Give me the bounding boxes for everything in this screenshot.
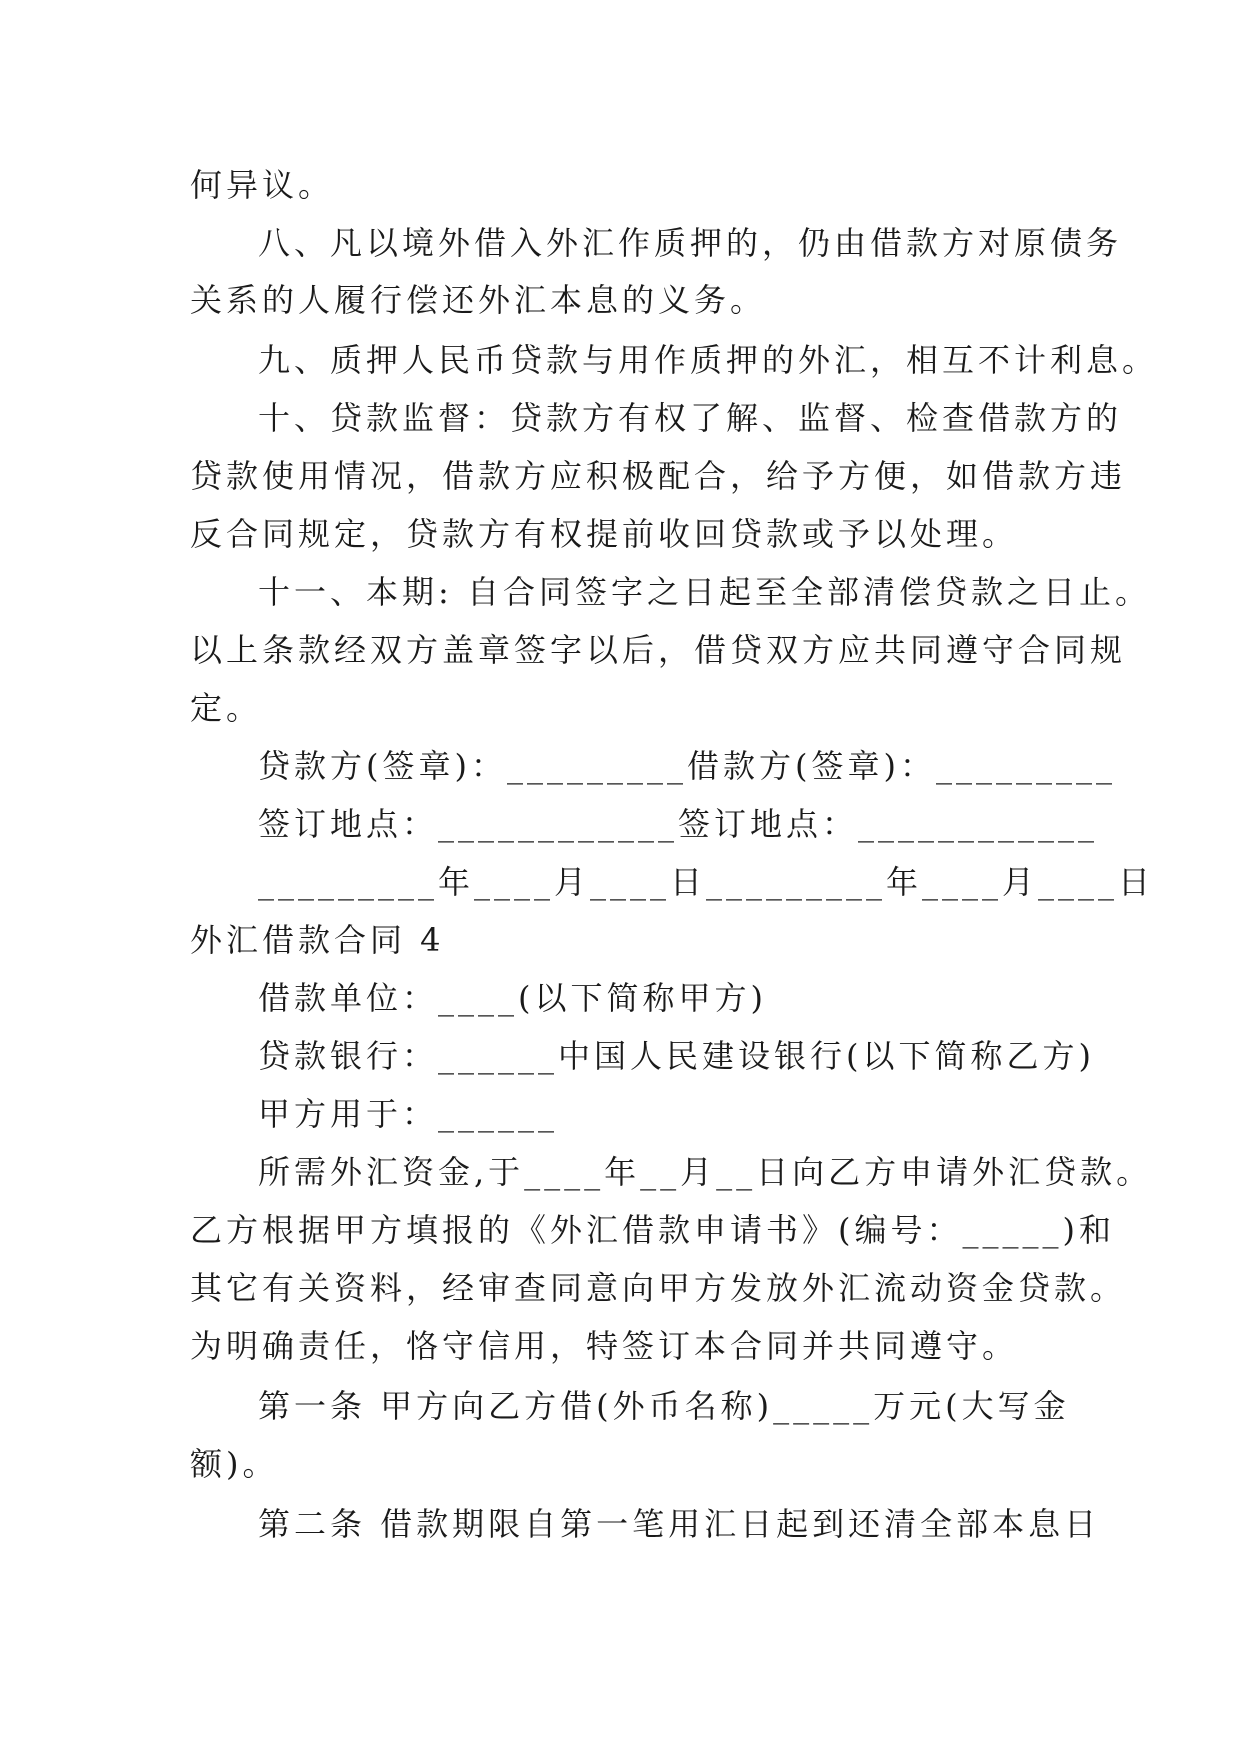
text-line: 关系的人履行偿还外汇本息的义务。 [190, 281, 767, 319]
text-line: 甲方用于：______ [258, 1095, 559, 1133]
text-line: 十、贷款监督：贷款方有权了解、监督、检查借款方的 [258, 399, 1123, 437]
text-line: 何异议。 [190, 166, 335, 204]
text-line: 第一条 甲方向乙方借(外币名称)_____万元(大写金 [258, 1387, 1070, 1425]
section-title: 外汇借款合同 4 [190, 921, 445, 959]
signing-place-line: 签订地点：____________签订地点：____________ [258, 805, 1099, 843]
text-line: 所需外汇资金,于____年__月__日向乙方申请外汇贷款。 [258, 1153, 1153, 1191]
text-line: 借款单位：____(以下简称甲方) [258, 979, 767, 1017]
text-line: 贷款使用情况，借款方应积极配合，给予方便，如借款方违 [190, 457, 1127, 495]
text-line: 贷款银行：______中国人民建设银行(以下简称乙方) [258, 1037, 1095, 1075]
text-line: 九、质押人民币贷款与用作质押的外汇，相互不计利息。 [258, 341, 1159, 379]
signature-line: 贷款方(签章)：_________借款方(签章)：_________ [258, 747, 1116, 785]
text-line: 十一、本期: 自合同签字之日起至全部清偿贷款之日止。 [258, 573, 1151, 611]
text-line: 定。 [190, 689, 263, 727]
text-line: 反合同规定，贷款方有权提前收回贷款或予以处理。 [190, 515, 1019, 553]
date-line: _________年____月____日_________年____月____日 [258, 863, 1155, 901]
text-line: 额)。 [190, 1445, 279, 1483]
text-line: 以上条款经双方盖章签字以后，借贷双方应共同遵守合同规 [190, 631, 1127, 669]
text-line: 其它有关资料，经审查同意向甲方发放外汇流动资金贷款。 [190, 1269, 1127, 1307]
text-line: 乙方根据甲方填报的《外汇借款申请书》(编号：_____)和 [190, 1211, 1115, 1249]
text-line: 八、凡以境外借入外汇作质押的，仍由借款方对原债务 [258, 224, 1123, 262]
text-line: 为明确责任，恪守信用，特签订本合同并共同遵守。 [190, 1327, 1019, 1365]
text-line: 第二条 借款期限自第一笔用汇日起到还清全部本息日 [258, 1505, 1101, 1543]
